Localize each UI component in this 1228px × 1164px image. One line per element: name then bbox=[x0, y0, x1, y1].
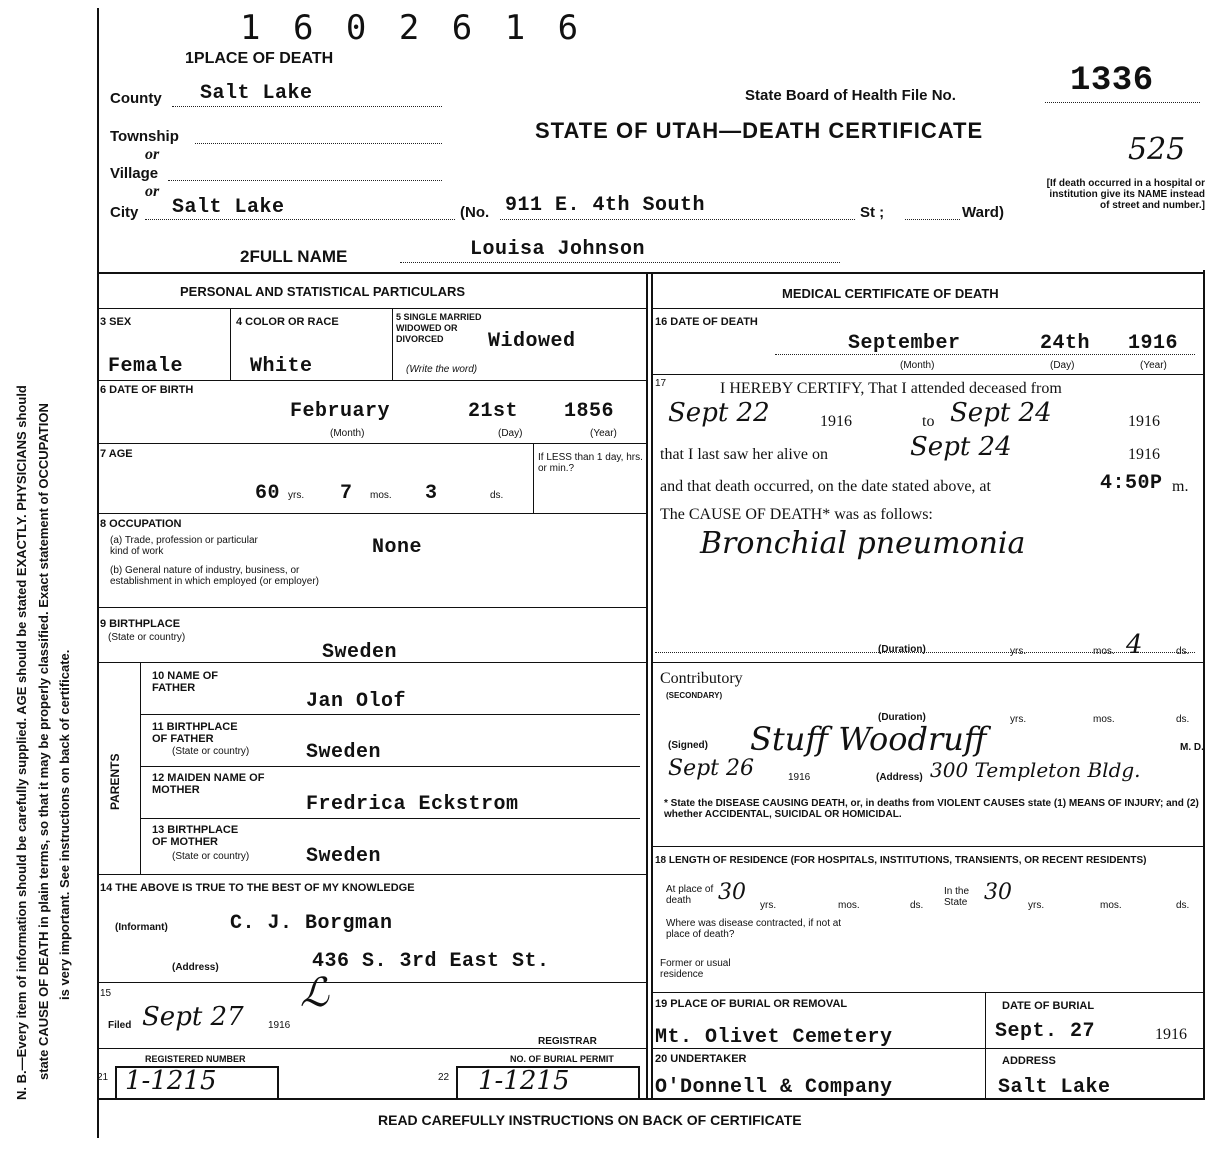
top-number: 1 6 0 2 6 1 6 bbox=[240, 8, 585, 48]
dod-month-sub: (Month) bbox=[900, 360, 935, 371]
duration-yrs: yrs. bbox=[1010, 646, 1027, 657]
in-state-ds: ds. bbox=[1176, 900, 1190, 911]
dob-year-sub: (Year) bbox=[590, 428, 617, 439]
burial-place-label: 19 PLACE OF BURIAL OR REMOVAL bbox=[655, 998, 848, 1010]
duration-label: (Duration) bbox=[878, 644, 926, 655]
father-name-label: 10 NAME OF FATHER bbox=[152, 670, 219, 694]
city-value: Salt Lake bbox=[172, 196, 285, 219]
filed-year: 1916 bbox=[268, 1020, 291, 1031]
contributory-yrs: yrs. bbox=[1010, 714, 1027, 725]
burial-place-value: Mt. Olivet Cemetery bbox=[655, 1026, 893, 1049]
item-17: 17 bbox=[655, 378, 667, 389]
dob-month: February bbox=[290, 400, 391, 423]
hospital-note: [If death occurred in a hospital or institution give its NAME instead of street and number.] bbox=[1046, 178, 1205, 211]
secondary-label: (SECONDARY) bbox=[666, 691, 723, 700]
side-note-2: state CAUSE OF DEATH in plain terms, so that it may be properly classified. Exact statement of OCCUPATION bbox=[36, 403, 51, 1080]
frame-left bbox=[97, 8, 99, 1138]
footer-text: READ CAREFULLY INSTRUCTIONS ON BACK OF CERTIFICATE bbox=[378, 1112, 802, 1128]
contributory-label: Contributory bbox=[660, 670, 743, 687]
father-birthplace-sub: (State or country) bbox=[172, 746, 250, 757]
side-note-1: N. B.—Every item of information should be carefully supplied. AGE should be stated EXACTLY. PHYSICIANS should bbox=[14, 385, 29, 1100]
duration-mos-label: mos. bbox=[1093, 646, 1115, 657]
occurred-text: and that death occurred, on the date stated above, at bbox=[660, 478, 991, 495]
attended-to-year: 1916 bbox=[1128, 413, 1160, 430]
burial-permit-value: 1-1215 bbox=[478, 1066, 570, 1096]
dob-label: 6 DATE OF BIRTH bbox=[100, 384, 194, 396]
birthplace-value: Sweden bbox=[322, 641, 398, 664]
dob-day: 21st bbox=[468, 400, 519, 423]
certify-text: I HEREBY CERTIFY, That I attended deceased from bbox=[720, 380, 1062, 397]
mother-name-value: Fredrica Eckstrom bbox=[306, 793, 519, 816]
city-label: City bbox=[110, 204, 139, 221]
age-days: 3 bbox=[425, 482, 438, 505]
cause-value: Bronchial pneumonia bbox=[700, 526, 1026, 561]
right-heading: MEDICAL CERTIFICATE OF DEATH bbox=[782, 286, 999, 301]
age-months: 7 bbox=[340, 482, 353, 505]
attended-from: Sept 22 bbox=[668, 398, 770, 428]
mother-birthplace-value: Sweden bbox=[306, 845, 382, 868]
last-saw-text: that I last saw her alive on bbox=[660, 446, 828, 463]
or-1: or bbox=[145, 146, 160, 163]
dob-month-sub: (Month) bbox=[330, 428, 365, 439]
age-years: 60 bbox=[255, 482, 281, 505]
undertaker-value: O'Donnell & Company bbox=[655, 1076, 893, 1099]
dod-label: 16 DATE OF DEATH bbox=[655, 316, 758, 328]
contracted-label: Where was disease contracted, if not at place of death? bbox=[666, 918, 842, 940]
burial-date-value: Sept. 27 bbox=[995, 1020, 1096, 1043]
duration-ds: ds. bbox=[1176, 646, 1190, 657]
dod-year-sub: (Year) bbox=[1140, 360, 1167, 371]
filed-value: Sept 27 bbox=[142, 1002, 244, 1032]
dod-day: 24th bbox=[1040, 332, 1091, 355]
physician-address-label: (Address) bbox=[876, 772, 923, 783]
item-21: 21 bbox=[97, 1072, 109, 1083]
registrar-label: REGISTRAR bbox=[538, 1036, 597, 1047]
county-label: County bbox=[110, 90, 162, 107]
father-birthplace-value: Sweden bbox=[306, 741, 382, 764]
side-note-3: is very important. See instructions on back of certificate. bbox=[57, 649, 72, 1000]
column-divider bbox=[646, 272, 648, 1098]
if-less-label: If LESS than 1 day, hrs. or min.? bbox=[538, 452, 643, 474]
cause-text: The CAUSE OF DEATH* was as follows: bbox=[660, 506, 933, 523]
dob-day-sub: (Day) bbox=[498, 428, 523, 439]
occupation-value: None bbox=[372, 536, 423, 559]
county-value: Salt Lake bbox=[200, 82, 313, 105]
residence-label: 18 LENGTH OF RESIDENCE (FOR HOSPITALS, INSTITUTIONS, TRANSIENTS, OR RECENT RESIDENTS) bbox=[655, 855, 1147, 866]
mos-label: mos. bbox=[370, 490, 392, 501]
frame-right bbox=[1203, 270, 1205, 1100]
place-of-death-heading: 1PLACE OF DEATH bbox=[185, 50, 334, 67]
last-saw-value: Sept 24 bbox=[910, 432, 1012, 462]
dod-year: 1916 bbox=[1128, 332, 1179, 355]
marital-write: (Write the word) bbox=[406, 364, 478, 375]
left-heading: PERSONAL AND STATISTICAL PARTICULARS bbox=[180, 284, 466, 299]
occupation-label: 8 OCCUPATION bbox=[100, 518, 182, 530]
item-22: 22 bbox=[438, 1072, 450, 1083]
in-state-value: 30 bbox=[984, 880, 1012, 905]
at-place-label: At place of death bbox=[666, 884, 714, 906]
dob-year: 1856 bbox=[564, 400, 615, 423]
marital-value: Widowed bbox=[488, 330, 576, 353]
md-label: M. D. bbox=[1180, 742, 1204, 753]
color-value: White bbox=[250, 355, 313, 378]
registrar-signature: ℒ bbox=[300, 970, 329, 1016]
contributory-ds: ds. bbox=[1176, 714, 1190, 725]
filed-label: Filed bbox=[108, 1020, 132, 1031]
ds-label: ds. bbox=[490, 490, 504, 501]
father-birthplace-label: 11 BIRTHPLACE OF FATHER bbox=[152, 721, 238, 745]
no-label: (No. bbox=[460, 204, 490, 221]
signed-label: (Signed) bbox=[668, 740, 708, 751]
footnote: * State the DISEASE CAUSING DEATH, or, in deaths from VIOLENT CAUSES state (1) MEANS OF INJURY; and (2) whether ACCIDENTAL, SUICIDAL OR HOMICIDAL. bbox=[664, 798, 1199, 820]
duration-mos: 4 bbox=[1126, 630, 1143, 660]
true-label: 14 THE ABOVE IS TRUE TO THE BEST OF MY KNOWLEDGE bbox=[100, 882, 415, 894]
signed-value: Stuff Woodruff bbox=[750, 720, 987, 758]
township-label: Township bbox=[110, 128, 179, 145]
attended-from-year: 1916 bbox=[820, 413, 852, 430]
occupation-b: (b) General nature of industry, business, or establishment in which employed (or employer) bbox=[110, 565, 319, 587]
in-state-yrs: yrs. bbox=[1028, 900, 1045, 911]
margin-number: 525 bbox=[1128, 132, 1186, 167]
column-divider-2 bbox=[651, 272, 653, 1098]
former-label: Former or usual residence bbox=[660, 958, 731, 980]
physician-address: 300 Templeton Bldg. bbox=[930, 758, 1141, 782]
father-name-value: Jan Olof bbox=[306, 690, 407, 713]
undertaker-label: 20 UNDERTAKER bbox=[655, 1053, 747, 1065]
birthplace-sub: (State or country) bbox=[108, 632, 186, 643]
st-label: St ; bbox=[860, 204, 885, 221]
informant-address-value: 436 S. 3rd East St. bbox=[312, 950, 550, 973]
mother-name-label: 12 MAIDEN NAME OF MOTHER bbox=[152, 772, 265, 796]
dod-day-sub: (Day) bbox=[1050, 360, 1075, 371]
file-number: 1336 bbox=[1070, 62, 1154, 100]
marital-label: 5 SINGLE MARRIED WIDOWED OR DIVORCED bbox=[396, 312, 482, 344]
at-place-ds: ds. bbox=[910, 900, 924, 911]
age-label: 7 AGE bbox=[100, 448, 133, 460]
color-label: 4 COLOR OR RACE bbox=[236, 316, 339, 328]
contributory-mos: mos. bbox=[1093, 714, 1115, 725]
informant-value: C. J. Borgman bbox=[230, 912, 393, 935]
occupation-a: (a) Trade, profession or particular kind of work bbox=[110, 535, 258, 557]
to-label: to bbox=[922, 413, 935, 430]
at-place-yrs: yrs. bbox=[760, 900, 777, 911]
sex-label: 3 SEX bbox=[100, 316, 132, 328]
in-state-label: In the State bbox=[944, 886, 970, 908]
attended-to: Sept 24 bbox=[950, 398, 1052, 428]
item-15: 15 bbox=[100, 988, 112, 999]
contributory-duration: (Duration) bbox=[878, 712, 926, 723]
informant-address-label: (Address) bbox=[172, 962, 219, 973]
in-state-mos: mos. bbox=[1100, 900, 1122, 911]
at-place-mos: mos. bbox=[838, 900, 860, 911]
undertaker-address-label: ADDRESS bbox=[1002, 1055, 1056, 1067]
burial-date-label: DATE OF BURIAL bbox=[1002, 1000, 1095, 1012]
m-label: m. bbox=[1172, 478, 1189, 495]
village-label: Village bbox=[110, 165, 159, 182]
burial-permit-label: NO. OF BURIAL PERMIT bbox=[510, 1054, 614, 1064]
state-board-label: State Board of Health File No. bbox=[745, 87, 956, 104]
yrs-label: yrs. bbox=[288, 490, 305, 501]
dod-month: September bbox=[848, 332, 961, 355]
time-value: 4:50P bbox=[1100, 472, 1163, 495]
burial-year: 1916 bbox=[1155, 1026, 1187, 1043]
mother-birthplace-label: 13 BIRTHPLACE OF MOTHER bbox=[152, 824, 239, 848]
signed-year: 1916 bbox=[788, 772, 811, 783]
ward-label: Ward) bbox=[962, 204, 1004, 221]
informant-label: (Informant) bbox=[115, 922, 168, 933]
registered-number-label: REGISTERED NUMBER bbox=[145, 1054, 246, 1064]
undertaker-address-value: Salt Lake bbox=[998, 1076, 1111, 1099]
mother-birthplace-sub: (State or country) bbox=[172, 851, 250, 862]
sex-value: Female bbox=[108, 355, 184, 378]
last-saw-year: 1916 bbox=[1128, 446, 1160, 463]
full-name-value: Louisa Johnson bbox=[470, 238, 646, 261]
birthplace-label: 9 BIRTHPLACE bbox=[100, 618, 181, 630]
or-2: or bbox=[145, 183, 160, 200]
parents-label: PARENTS bbox=[108, 753, 122, 810]
signed-date: Sept 26 bbox=[668, 756, 755, 781]
address-value: 911 E. 4th South bbox=[505, 194, 706, 217]
registered-number-value: 1-1215 bbox=[125, 1066, 217, 1096]
full-name-label: 2FULL NAME bbox=[240, 247, 348, 266]
at-place-value: 30 bbox=[718, 880, 746, 905]
certificate-title: STATE OF UTAH—DEATH CERTIFICATE bbox=[535, 118, 984, 143]
